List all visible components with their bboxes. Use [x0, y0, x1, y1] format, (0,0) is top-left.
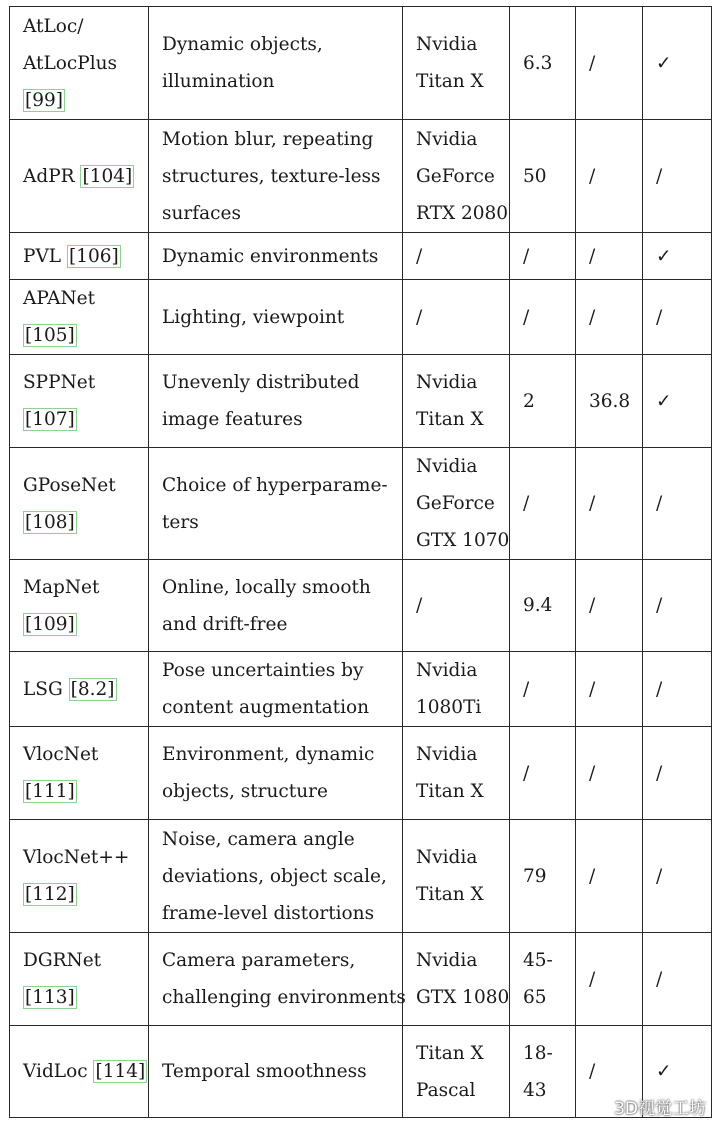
c5-cell: / [576, 652, 643, 727]
table-row [10, 280, 712, 355]
c6-cell: / [643, 120, 712, 233]
method-cell [10, 820, 149, 933]
table-row [10, 7, 712, 120]
method-cell [10, 933, 149, 1026]
citation-link[interactable]: [104] [82, 165, 133, 187]
challenge-cell: Pose uncertainties by content augmentation [149, 652, 403, 727]
c4-cell: / [510, 448, 576, 560]
comparison-table [9, 6, 712, 1118]
method-name: MapNet [23, 576, 100, 598]
hardware-cell: Nvidia GTX 1080 [403, 933, 510, 1026]
c6-cell: / [643, 652, 712, 727]
method-cell [10, 233, 149, 280]
citation-link[interactable]: [112] [25, 884, 75, 905]
challenge-cell: Camera parameters, challenging environments [149, 933, 403, 1026]
c4-cell: / [510, 233, 576, 280]
challenge-cell: Noise, camera angle deviations, object scale, frame-level distortions [149, 820, 403, 933]
c4-cell: 6.3 [510, 7, 576, 120]
c4-cell: / [510, 280, 576, 355]
c4-cell: 9.4 [510, 560, 576, 652]
hardware-cell: Nvidia Titan X [403, 355, 510, 448]
method-cell [10, 727, 149, 820]
challenge-cell: Unevenly distributed image features [149, 355, 403, 448]
citation-link[interactable]: [113] [25, 987, 75, 1008]
hardware-cell: Nvidia GeForce RTX 2080 [403, 120, 510, 233]
table-row [10, 560, 712, 652]
c5-cell: / [576, 448, 643, 560]
hardware-cell: Nvidia GeForce GTX 1070 [403, 448, 510, 560]
table-row [10, 355, 712, 448]
c4-cell: 79 [510, 820, 576, 933]
method-cell [10, 355, 149, 448]
method-name: DGRNet [23, 950, 102, 971]
citation-link[interactable]: [105] [25, 325, 75, 346]
citation-link[interactable]: [8.2] [70, 678, 115, 700]
method-cell [10, 280, 149, 355]
method-name: LSG [23, 678, 63, 700]
citation-link[interactable]: [111] [25, 781, 75, 802]
citation-link[interactable]: [108] [25, 511, 75, 533]
method-cell [10, 560, 149, 652]
c5-cell: / [576, 1026, 643, 1118]
hardware-cell: Nvidia 1080Ti [403, 652, 510, 727]
challenge-cell: Lighting, viewpoint [149, 280, 403, 355]
watermark [584, 1094, 706, 1119]
challenge-cell: Environment, dynamic objects, structure [149, 727, 403, 820]
table-row [10, 120, 712, 233]
table-row [10, 233, 712, 280]
method-cell [10, 7, 149, 120]
c6-cell: / [643, 280, 712, 355]
challenge-cell: Dynamic objects, illumination [149, 7, 403, 120]
c5-cell: / [576, 280, 643, 355]
c4-cell: 50 [510, 120, 576, 233]
c6-cell: / [643, 933, 712, 1026]
hardware-cell: Nvidia Titan X [403, 7, 510, 120]
method-name: VlocNet++ [23, 847, 130, 868]
watermark-text: 3D视觉工坊 [614, 1099, 706, 1119]
method-cell [10, 120, 149, 233]
c5-cell: / [576, 560, 643, 652]
method-cell [10, 1026, 149, 1118]
table-row [10, 820, 712, 933]
c6-cell: / [643, 448, 712, 560]
c6-cell: ✓ [643, 1026, 712, 1118]
challenge-cell: Motion blur, repeating structures, texture-less surfaces [149, 120, 403, 233]
method-name: VidLoc [23, 1061, 88, 1082]
wechat-icon [584, 1097, 610, 1117]
method-name: VlocNet [23, 744, 99, 765]
method-name: GPoseNet [23, 474, 116, 496]
method-name: AdPR [23, 165, 75, 187]
c4-cell: 45- 65 [510, 933, 576, 1026]
table-row [10, 448, 712, 560]
challenge-cell: Temporal smoothness [149, 1026, 403, 1118]
challenge-cell: Online, locally smooth and drift-free [149, 560, 403, 652]
c5-cell: / [576, 820, 643, 933]
hardware-cell: / [403, 560, 510, 652]
method-name: APANet [23, 288, 96, 309]
hardware-cell: Titan X Pascal [403, 1026, 510, 1118]
challenge-cell: Dynamic environments [149, 233, 403, 280]
hardware-cell: / [403, 280, 510, 355]
c6-cell: / [643, 560, 712, 652]
c5-cell: / [576, 233, 643, 280]
c6-cell: ✓ [643, 233, 712, 280]
c5-cell: 36.8 [576, 355, 643, 448]
table-row [10, 933, 712, 1026]
c5-cell: / [576, 7, 643, 120]
citation-link[interactable]: [107] [25, 409, 75, 430]
method-name: AtLoc/ AtLocPlus [23, 15, 118, 74]
c4-cell: / [510, 727, 576, 820]
c5-cell: / [576, 933, 643, 1026]
method-cell [10, 652, 149, 727]
citation-link[interactable]: [114] [95, 1061, 146, 1082]
c6-cell: / [643, 820, 712, 933]
hardware-cell: Nvidia Titan X [403, 727, 510, 820]
c6-cell: ✓ [643, 7, 712, 120]
c4-cell: 18- 43 [510, 1026, 576, 1118]
hardware-cell: / [403, 233, 510, 280]
method-name: SPPNet [23, 372, 96, 393]
c4-cell: / [510, 652, 576, 727]
citation-link[interactable]: [109] [25, 613, 75, 635]
citation-link[interactable]: [106] [68, 245, 119, 267]
method-cell [10, 448, 149, 560]
c6-cell: ✓ [643, 355, 712, 448]
table-row [10, 727, 712, 820]
c6-cell: / [643, 727, 712, 820]
table-row [10, 652, 712, 727]
c5-cell: / [576, 727, 643, 820]
c4-cell: 2 [510, 355, 576, 448]
challenge-cell: Choice of hyperparame- ters [149, 448, 403, 560]
hardware-cell: Nvidia Titan X [403, 820, 510, 933]
citation-link[interactable]: [99] [25, 89, 63, 111]
method-name: PVL [23, 245, 62, 267]
c5-cell: / [576, 120, 643, 233]
